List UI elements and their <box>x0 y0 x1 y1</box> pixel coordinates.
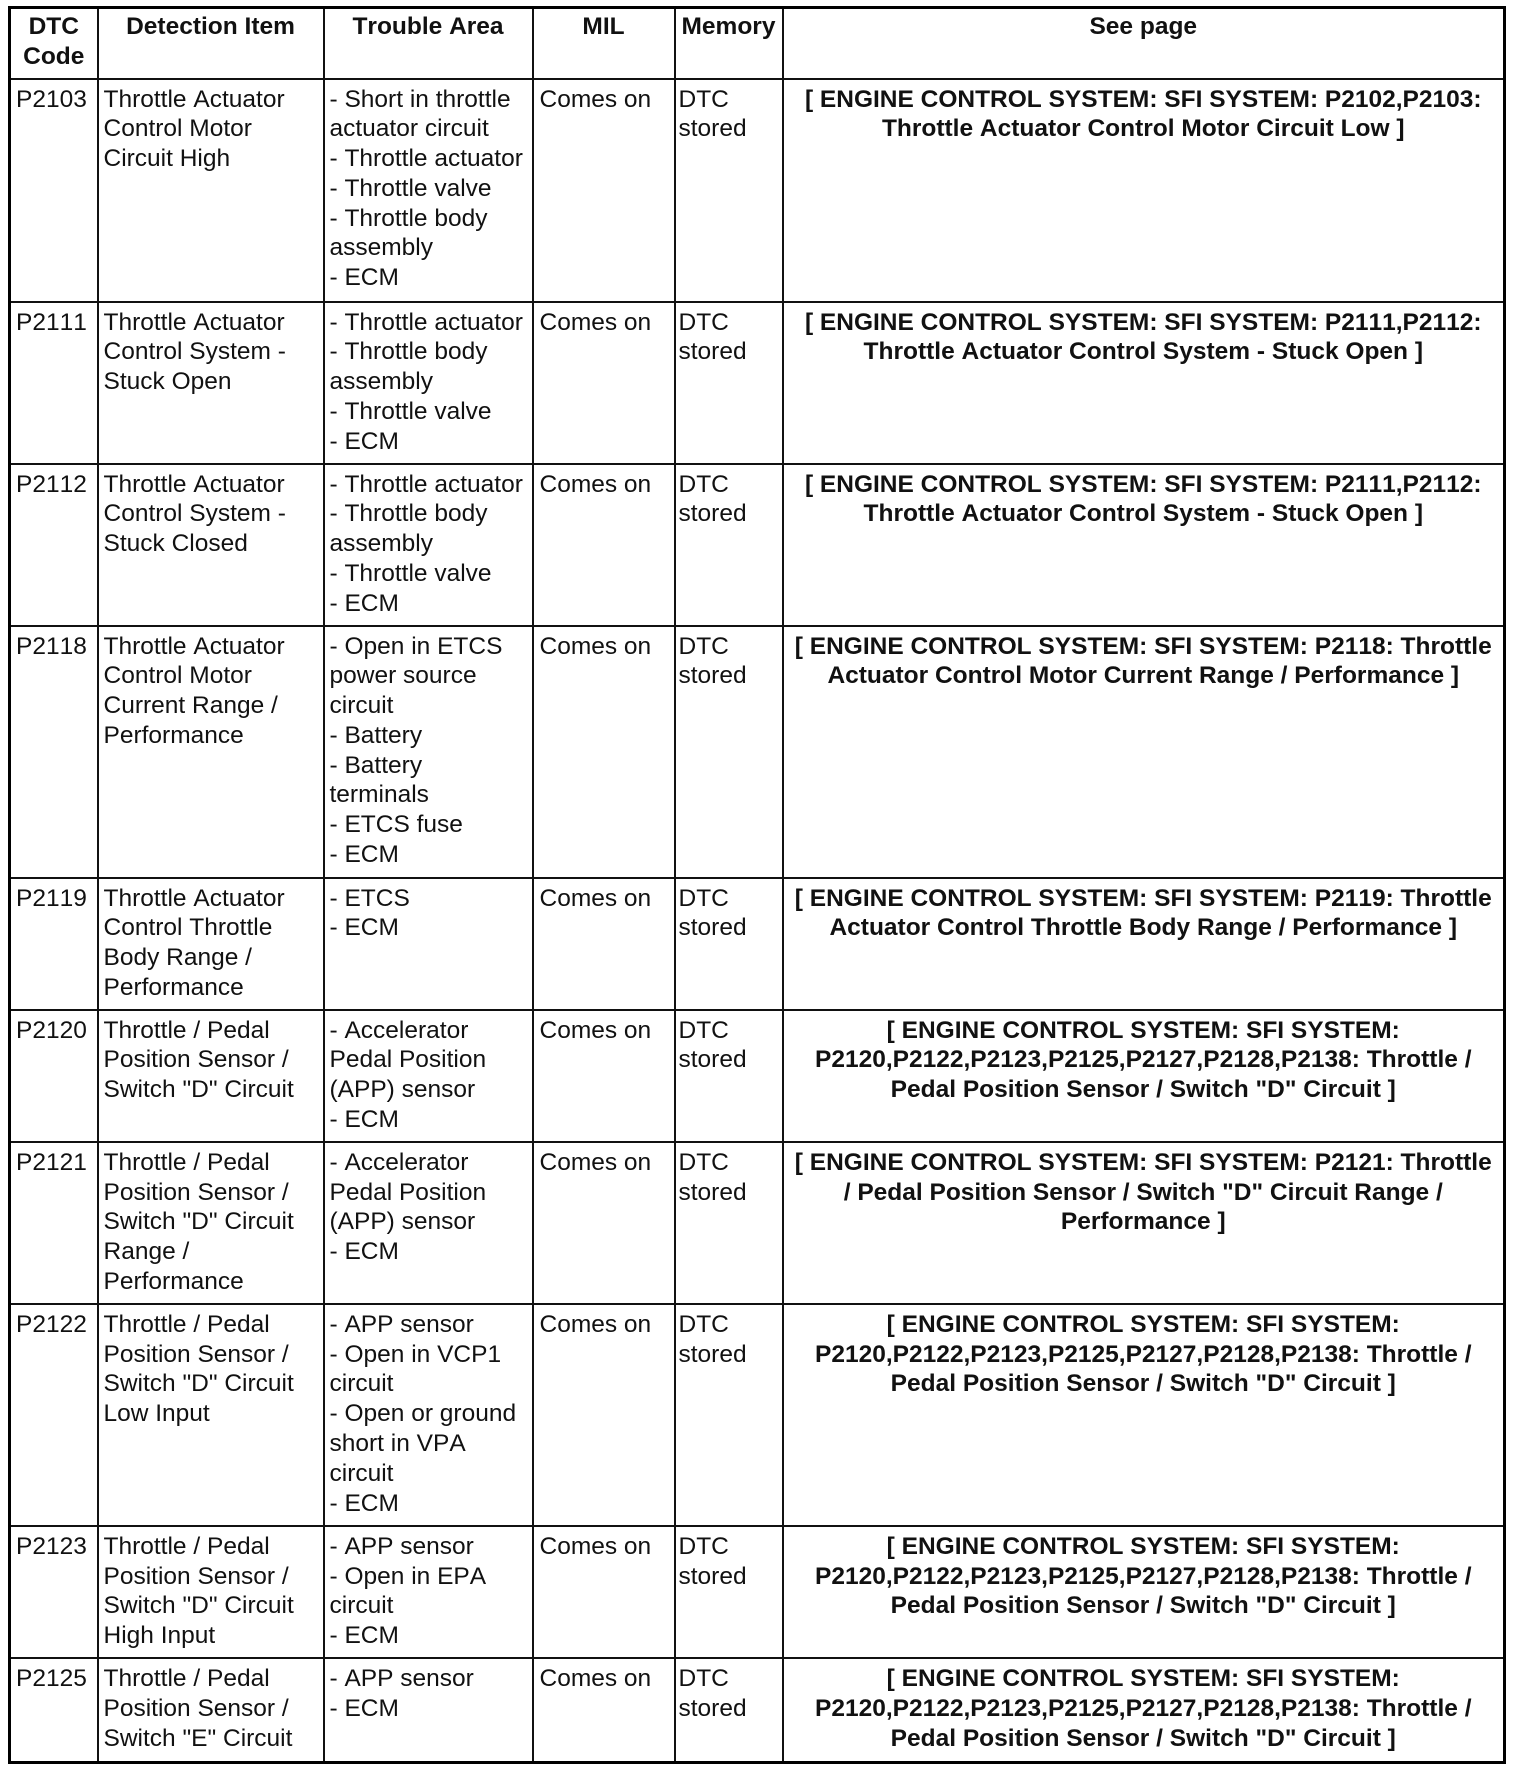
memory-status-cell: DTC stored <box>675 1304 783 1526</box>
trouble-area-item: - ECM <box>329 1622 399 1650</box>
mil-status-cell: Comes on <box>533 1010 675 1142</box>
header-see-page: See page <box>783 8 1505 79</box>
trouble-area-item: - Throttle valve <box>329 174 492 202</box>
trouble-area-cell <box>324 79 533 302</box>
trouble-area-item: - Open in ETCS power source circuit <box>329 632 503 720</box>
trouble-area-item: - Short in throttle actuator circuit <box>329 85 511 143</box>
mil-status-cell: Comes on <box>533 1142 675 1304</box>
trouble-area-item: - ECM <box>329 264 399 292</box>
trouble-area-item: - ECM <box>329 1489 399 1517</box>
table-row <box>10 1658 1505 1762</box>
trouble-area-cell <box>324 878 533 1010</box>
dtc-code-cell: P2111 <box>10 302 98 464</box>
trouble-area-item: - Throttle actuator <box>329 308 523 336</box>
memory-status-cell: DTC stored <box>675 79 783 302</box>
trouble-area-item: - Throttle valve <box>329 559 492 587</box>
dtc-code-cell: P2125 <box>10 1658 98 1762</box>
trouble-area-item: - ECM <box>329 914 399 942</box>
table-header <box>10 8 1505 79</box>
table-row <box>10 1010 1505 1142</box>
trouble-area-item: - Throttle actuator <box>329 145 523 173</box>
trouble-area-cell <box>324 1526 533 1658</box>
table-row <box>10 464 1505 626</box>
mil-status-cell: Comes on <box>533 464 675 626</box>
header-memory: Memory <box>675 8 783 79</box>
trouble-area-cell <box>324 464 533 626</box>
see-page-cell <box>783 1010 1505 1142</box>
dtc-code-cell: P2121 <box>10 1142 98 1304</box>
trouble-area-item: - ECM <box>329 1694 399 1722</box>
see-page-link[interactable]: [ ENGINE CONTROL SYSTEM: SFI SYSTEM: P2111,P2112: Throttle Actuator Control System - Stuck Open ] <box>804 308 1482 366</box>
memory-status-cell: DTC stored <box>675 1142 783 1304</box>
detection-item-cell: Throttle / Pedal Position Sensor / Switch "D" Circuit High Input <box>98 1526 324 1658</box>
see-page-cell <box>783 626 1505 878</box>
trouble-area-item: - APP sensor <box>329 1532 474 1560</box>
detection-item-cell: Throttle Actuator Control Motor Circuit High <box>98 79 324 302</box>
trouble-area-item: - Battery terminals <box>329 751 429 809</box>
trouble-area-item: - Throttle body assembly <box>329 500 488 558</box>
trouble-area-item: - APP sensor <box>329 1310 474 1338</box>
trouble-area-item: - Open in VCP1 circuit <box>329 1340 502 1398</box>
trouble-area-cell <box>324 1304 533 1526</box>
trouble-area-item: - ECM <box>329 589 399 617</box>
detection-item-cell: Throttle / Pedal Position Sensor / Switch "D" Circuit Low Input <box>98 1304 324 1526</box>
header-row <box>10 8 1505 79</box>
memory-status-cell: DTC stored <box>675 1526 783 1658</box>
memory-status-cell: DTC stored <box>675 464 783 626</box>
memory-status-cell: DTC stored <box>675 626 783 878</box>
detection-item-cell: Throttle Actuator Control Throttle Body Range / Performance <box>98 878 324 1010</box>
trouble-area-item: - Throttle valve <box>329 397 492 425</box>
dtc-table <box>8 6 1506 1764</box>
see-page-link[interactable]: [ ENGINE CONTROL SYSTEM: SFI SYSTEM: P2120,P2122,P2123,P2125,P2127,P2128,P2138: Throttle / Pedal Position Sensor / Switch "D" Circuit ] <box>814 1532 1472 1620</box>
dtc-code-cell: P2122 <box>10 1304 98 1526</box>
see-page-link[interactable]: [ ENGINE CONTROL SYSTEM: SFI SYSTEM: P2120,P2122,P2123,P2125,P2127,P2128,P2138: Throttle / Pedal Position Sensor / Switch "D" Circuit ] <box>814 1016 1472 1104</box>
trouble-area-cell <box>324 302 533 464</box>
see-page-cell <box>783 79 1505 302</box>
see-page-cell <box>783 1142 1505 1304</box>
mil-status-cell: Comes on <box>533 1658 675 1762</box>
memory-status-cell: DTC stored <box>675 1010 783 1142</box>
table-row <box>10 1526 1505 1658</box>
table-row <box>10 302 1505 464</box>
mil-status-cell: Comes on <box>533 302 675 464</box>
table-body <box>10 79 1505 1763</box>
trouble-area-cell <box>324 626 533 878</box>
detection-item-cell: Throttle Actuator Control System - Stuck Closed <box>98 464 324 626</box>
trouble-area-item: - Open in EPA circuit <box>329 1562 487 1620</box>
trouble-area-cell <box>324 1142 533 1304</box>
table-row <box>10 878 1505 1010</box>
dtc-code-cell: P2118 <box>10 626 98 878</box>
memory-status-cell: DTC stored <box>675 1658 783 1762</box>
detection-item-cell: Throttle / Pedal Position Sensor / Switch "E" Circuit <box>98 1658 324 1762</box>
trouble-area-item: - Accelerator Pedal Position (APP) sensor <box>329 1148 487 1236</box>
trouble-area-item: - ETCS fuse <box>329 811 463 839</box>
trouble-area-item: - ECM <box>329 427 399 455</box>
see-page-link[interactable]: [ ENGINE CONTROL SYSTEM: SFI SYSTEM: P2120,P2122,P2123,P2125,P2127,P2128,P2138: Throttle / Pedal Position Sensor / Switch "D" Circuit ] <box>814 1665 1472 1752</box>
see-page-cell <box>783 1526 1505 1658</box>
trouble-area-item: - APP sensor <box>329 1665 474 1693</box>
mil-status-cell: Comes on <box>533 1526 675 1658</box>
see-page-cell <box>783 1304 1505 1526</box>
see-page-link[interactable]: [ ENGINE CONTROL SYSTEM: SFI SYSTEM: P2119: Throttle Actuator Control Throttle Body Range / Performance ] <box>794 884 1492 942</box>
mil-status-cell: Comes on <box>533 1304 675 1526</box>
see-page-link[interactable]: [ ENGINE CONTROL SYSTEM: SFI SYSTEM: P2121: Throttle / Pedal Position Sensor / Switch "D" Circuit Range / Performance ] <box>794 1148 1492 1236</box>
header-trouble-area: Trouble Area <box>324 8 533 79</box>
detection-item-cell: Throttle / Pedal Position Sensor / Switch "D" Circuit <box>98 1010 324 1142</box>
mil-status-cell: Comes on <box>533 626 675 878</box>
dtc-code-cell: P2120 <box>10 1010 98 1142</box>
trouble-area-item: - Throttle body assembly <box>329 204 488 262</box>
dtc-code-cell: P2119 <box>10 878 98 1010</box>
see-page-link[interactable]: [ ENGINE CONTROL SYSTEM: SFI SYSTEM: P2120,P2122,P2123,P2125,P2127,P2128,P2138: Throttle / Pedal Position Sensor / Switch "D" Circuit ] <box>814 1310 1472 1398</box>
header-mil: MIL <box>533 8 675 79</box>
trouble-area-item: - Battery <box>329 721 423 749</box>
detection-item-cell: Throttle Actuator Control Motor Current Range / Performance <box>98 626 324 878</box>
trouble-area-item: - Accelerator Pedal Position (APP) sensor <box>329 1016 487 1104</box>
trouble-area-item: - ECM <box>329 841 399 869</box>
see-page-cell <box>783 1658 1505 1762</box>
dtc-code-cell: P2112 <box>10 464 98 626</box>
trouble-area-item: - ETCS <box>329 884 410 912</box>
table-row <box>10 79 1505 302</box>
see-page-cell <box>783 302 1505 464</box>
mil-status-cell: Comes on <box>533 878 675 1010</box>
header-detection-item: Detection Item <box>98 8 324 79</box>
trouble-area-cell <box>324 1658 533 1762</box>
see-page-link[interactable]: [ ENGINE CONTROL SYSTEM: SFI SYSTEM: P2111,P2112: Throttle Actuator Control System - Stuck Open ] <box>804 470 1482 528</box>
detection-item-cell: Throttle Actuator Control System - Stuck Open <box>98 302 324 464</box>
see-page-cell <box>783 464 1505 626</box>
see-page-link[interactable]: [ ENGINE CONTROL SYSTEM: SFI SYSTEM: P2118: Throttle Actuator Control Motor Current Range / Performance ] <box>794 632 1492 690</box>
trouble-area-cell <box>324 1010 533 1142</box>
see-page-cell <box>783 878 1505 1010</box>
trouble-area-item: - Throttle body assembly <box>329 338 488 396</box>
memory-status-cell: DTC stored <box>675 302 783 464</box>
trouble-area-item: - ECM <box>329 1106 399 1134</box>
trouble-area-item: - ECM <box>329 1238 399 1266</box>
memory-status-cell: DTC stored <box>675 878 783 1010</box>
trouble-area-item: - Throttle actuator <box>329 470 523 498</box>
dtc-code-cell: P2123 <box>10 1526 98 1658</box>
trouble-area-item: - Open or ground short in VPA circuit <box>329 1400 517 1487</box>
mil-status-cell: Comes on <box>533 79 675 302</box>
table-row <box>10 1142 1505 1304</box>
table-row <box>10 1304 1505 1526</box>
table-row <box>10 626 1505 878</box>
dtc-code-cell: P2103 <box>10 79 98 302</box>
header-dtc-code: DTC Code <box>10 8 98 79</box>
detection-item-cell: Throttle / Pedal Position Sensor / Switch "D" Circuit Range / Performance <box>98 1142 324 1304</box>
see-page-link[interactable]: [ ENGINE CONTROL SYSTEM: SFI SYSTEM: P2102,P2103: Throttle Actuator Control Motor Circuit Low ] <box>804 85 1482 143</box>
